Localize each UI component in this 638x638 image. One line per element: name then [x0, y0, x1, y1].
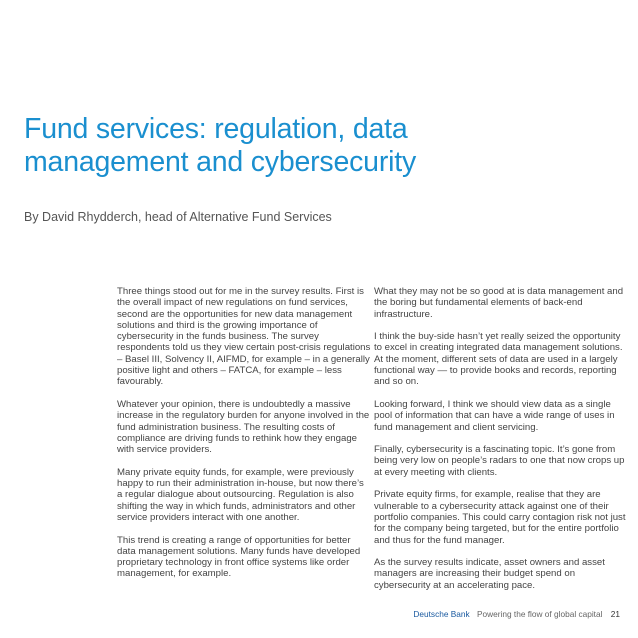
paragraph: Whatever your opinion, there is undoubtedly a massive increase in the regulatory burden for anyone involved in the fund administration business. The resulting costs of compliance are driving funds to rethink how they engage with service providers. — [117, 398, 370, 456]
page-title — [24, 113, 604, 179]
footer-tagline: Powering the flow of global capital — [477, 609, 603, 619]
paragraph: Looking forward, I think we should view data as a single pool of information that can have a wide range of uses in fund management and client servicing. — [374, 398, 615, 433]
left-column — [117, 286, 371, 591]
paragraph: Finally, cybersecurity is a fascinating topic. It’s gone from being very low on people’s radars to one that now crops up at every meeting with clients. — [374, 444, 625, 478]
title-line-1: Fund services: regulation, data — [24, 113, 408, 145]
paragraph: What they may not be so good at is data management and the boring but fundamental elements of back-end infrastructure. — [374, 286, 624, 320]
page-footer — [413, 609, 620, 619]
right-column — [374, 286, 628, 602]
paragraph: As the survey results indicate, asset owners and asset managers are increasing their budget spend on cybersecurity at an accelerating pace. — [374, 557, 605, 591]
byline: By David Rhydderch, head of Alternative Fund Services — [24, 210, 332, 224]
paragraph: Private equity firms, for example, realise that they are vulnerable to a cybersecurity attack against one of their portfolio companies. This could carry contagion risk not just for the company being targeted, but for the entire portfolio and thus for the fund manager. — [374, 489, 626, 546]
title-line-2: management and cybersecurity — [24, 146, 417, 178]
footer-brand: Deutsche Bank — [413, 609, 470, 619]
paragraph: I think the buy-side hasn’t yet really seized the opportunity to excel in creating integrated data management solutions. At the moment, different sets of data are used in a largely functional way — to provide books and records, reporting and so on. — [374, 331, 623, 388]
paragraph: Three things stood out for me in the survey results. First is the overall impact of new regulations on fund services, second are the opportunities for new data management solutions and third is the growing importance of cybersecurity in the funds business. The survey respondents told us they view certain post-crisis regulations – Basel III, Solvency II, AIFMD, for example – in a generally positive light and others – FATCA, for example – less favourably. — [117, 286, 371, 388]
paragraph: Many private equity funds, for example, were previously happy to run their administration in-house, but now there’s a regular dialogue about outsourcing. Regulation is also shifting the way in which funds, administrators and other service providers interact with one another. — [117, 466, 364, 523]
page-number: 21 — [610, 609, 620, 619]
paragraph: This trend is creating a range of opportunities for better data management solutions. Many funds have developed proprietary technology in front office systems like order management, for example. — [117, 534, 361, 580]
